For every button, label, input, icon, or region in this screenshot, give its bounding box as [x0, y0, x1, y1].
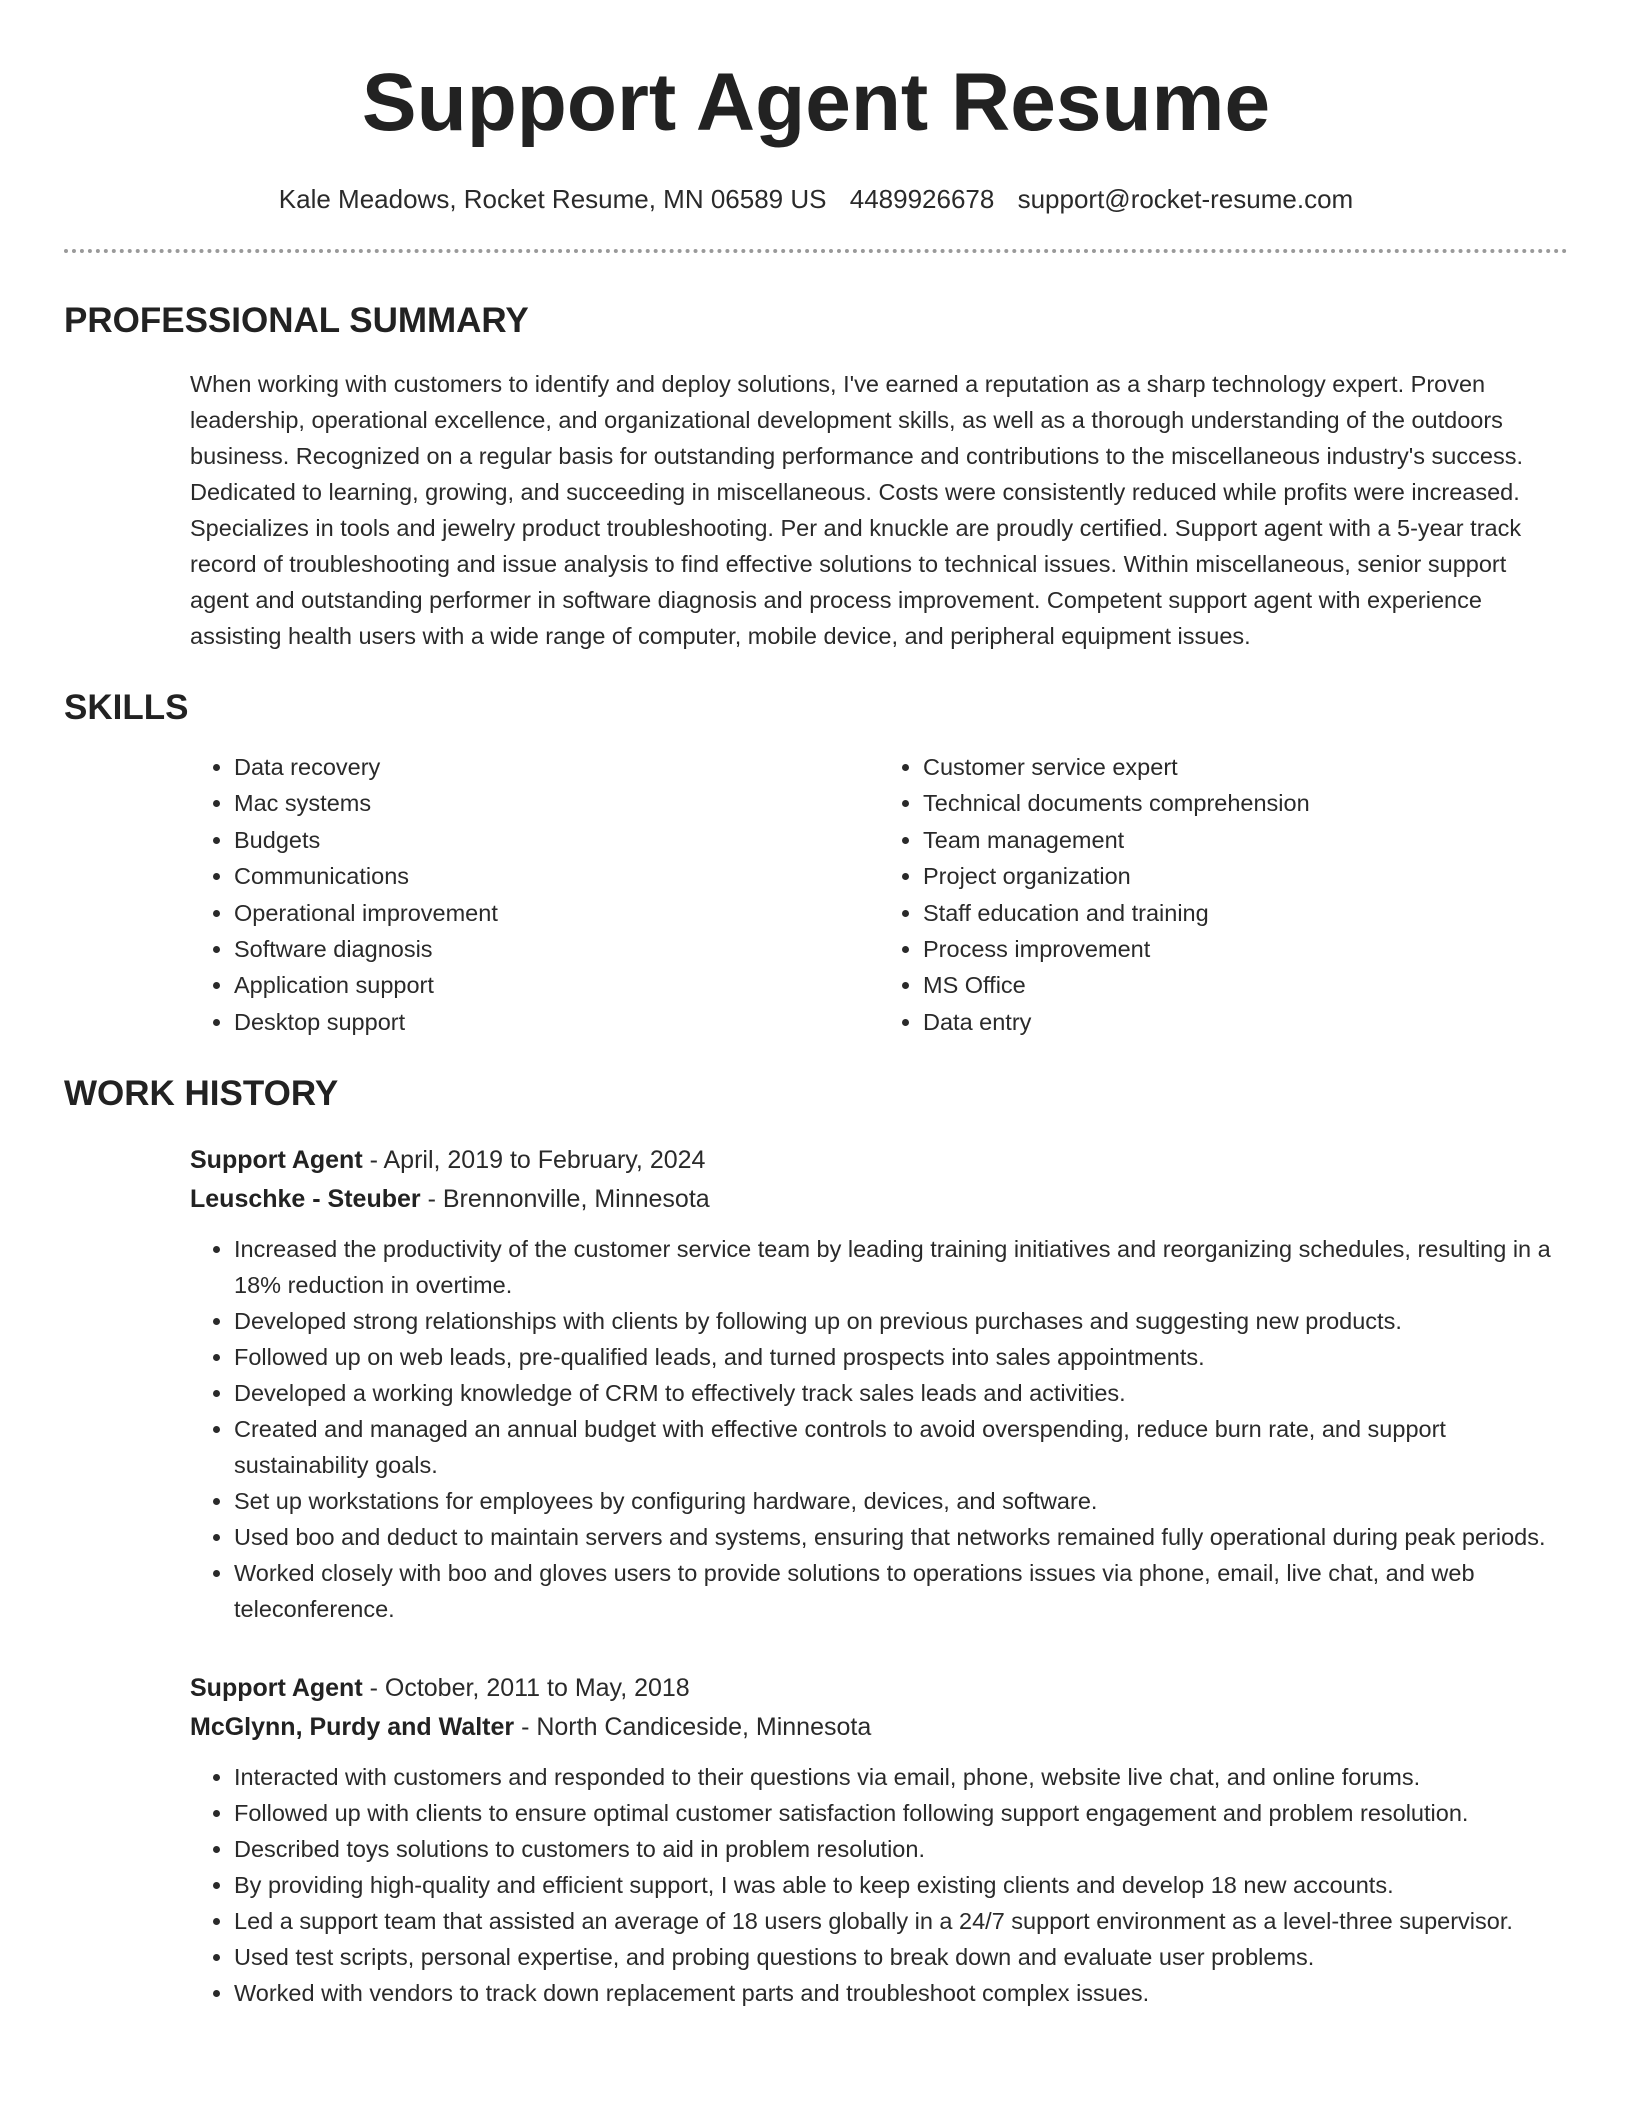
job-bullet: • By providing high-quality and efficient support, I was able to keep existing clients and develop 18 new accounts. [234, 1867, 1580, 1903]
job-bullet: • Worked closely with boo and gloves users to provide solutions to operations issues via phone, email, live chat, and web teleconference. [234, 1555, 1580, 1627]
contact-email: support@rocket-resume.com [1017, 184, 1354, 214]
job-location: - North Candiceside, Minnesota [514, 1713, 872, 1742]
skill-item: • Desktop support [234, 1004, 879, 1040]
skill-item: • Communications [234, 858, 879, 894]
job-dates: - October, 2011 to May, 2018 [362, 1674, 690, 1703]
header-divider [64, 249, 1568, 253]
contact-line [64, 184, 1568, 215]
skill-item: • Application support [234, 967, 879, 1003]
job-company: McGlynn, Purdy and Walter [190, 1713, 515, 1742]
contact-address: Kale Meadows, Rocket Resume, MN 06589 US [278, 184, 827, 214]
skill-item: • Budgets [234, 822, 879, 858]
job-bullet: • Worked with vendors to track down replacement parts and troubleshoot complex issues. [234, 1975, 1580, 2011]
job-title: Support Agent [190, 1674, 363, 1703]
job-bullet: • Followed up with clients to ensure optimal customer satisfaction following support engagement and problem resolution. [234, 1795, 1580, 1831]
job-company-line [190, 1180, 1568, 1219]
job-bullet: • Set up workstations for employees by configuring hardware, devices, and software. [234, 1483, 1580, 1519]
job-bullet: • Developed a working knowledge of CRM to effectively track sales leads and activities. [234, 1375, 1580, 1411]
job-bullets [190, 1759, 1580, 2011]
contact-phone: 4489926678 [849, 184, 995, 214]
job-bullet: • Increased the productivity of the customer service team by leading training initiatives and reorganizing schedules, resulting in a 18% reduction in overtime. [234, 1231, 1580, 1303]
job-bullet: • Developed strong relationships with clients by following up on previous purchases and suggesting new products. [234, 1303, 1580, 1339]
skill-item: • Mac systems [234, 785, 879, 821]
work-history-heading: WORK HISTORY [64, 1074, 339, 1114]
job-entry [190, 1141, 1568, 1627]
page-title: Support Agent Resume [361, 57, 1271, 148]
skill-item: • Operational improvement [234, 895, 879, 931]
job-bullets [190, 1231, 1580, 1627]
job-dates: - April, 2019 to February, 2024 [362, 1146, 706, 1175]
job-title: Support Agent [190, 1146, 363, 1175]
skill-item: • Team management [923, 822, 1568, 858]
job-title-line [190, 1141, 1568, 1180]
job-entry [190, 1669, 1568, 2011]
summary-text: When working with customers to identify and deploy solutions, I've earned a reputation as a sharp technology expert. Proven leadership, operational excellence, and organizational development skills, as well as a thorough understanding of the outdoors business. Recognized on a regular basis for outstanding performance and contributions to the miscellaneous industry's success. Dedicated to learning, growing, and succeeding in miscellaneous. Costs were consistently reduced while profits were increased. Specializes in tools and jewelry product troubleshooting. Per and knuckle are proudly certified. Support agent with a 5-year track record of troubleshooting and issue analysis to find effective solutions to technical issues. Within miscellaneous, senior support agent and outstanding performer in software diagnosis and process improvement. Competent support agent with experience assisting health users with a wide range of computer, mobile device, and peripheral equipment issues. [190, 371, 1523, 649]
job-bullet: • Created and managed an annual budget with effective controls to avoid overspending, reduce burn rate, and support sustainability goals. [234, 1411, 1580, 1483]
skills-grid [190, 749, 1568, 1040]
job-bullet: • Used test scripts, personal expertise, and probing questions to break down and evaluate user problems. [234, 1939, 1580, 1975]
job-company: Leuschke - Steuber [190, 1185, 421, 1214]
job-location: - Brennonville, Minnesota [420, 1185, 710, 1214]
job-bullet: • Used boo and deduct to maintain servers and systems, ensuring that networks remained fully operational during peak periods. [234, 1519, 1580, 1555]
skills-heading: SKILLS [64, 688, 189, 727]
skill-item: • Software diagnosis [234, 931, 879, 967]
summary-heading: PROFESSIONAL SUMMARY [64, 301, 529, 340]
skill-item: • Data recovery [234, 749, 879, 785]
skill-item: • Technical documents comprehension [923, 785, 1568, 821]
skill-item: • Process improvement [923, 931, 1568, 967]
job-bullet: • Led a support team that assisted an average of 18 users globally in a 24/7 support environment as a level-three supervisor. [234, 1903, 1580, 1939]
skills-list-right [879, 749, 1568, 1040]
skill-item: • Customer service expert [923, 749, 1568, 785]
job-company-line [190, 1708, 1568, 1747]
skill-item: • Project organization [923, 858, 1568, 894]
skill-item: • Data entry [923, 1004, 1568, 1040]
skill-item: • Staff education and training [923, 895, 1568, 931]
job-bullet: • Described toys solutions to customers to aid in problem resolution. [234, 1831, 1580, 1867]
skills-list-left [190, 749, 879, 1040]
job-bullet: • Followed up on web leads, pre-qualified leads, and turned prospects into sales appointments. [234, 1339, 1580, 1375]
skill-item: • MS Office [923, 967, 1568, 1003]
job-title-line [190, 1669, 1568, 1708]
job-bullet: • Interacted with customers and responded to their questions via email, phone, website live chat, and online forums. [234, 1759, 1580, 1795]
